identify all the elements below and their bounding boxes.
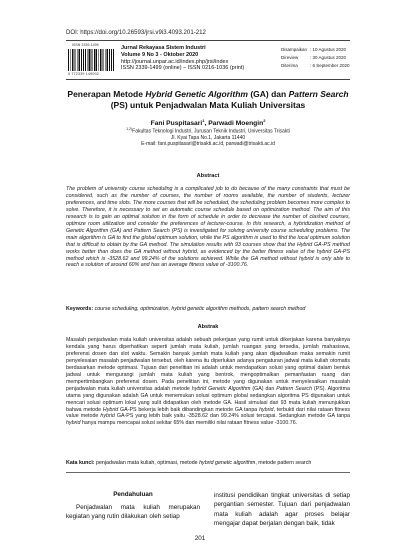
title-text: Penerapan Metode <box>67 89 146 99</box>
issn-badge-bottom: 9 772339 149002 <box>68 71 99 76</box>
page-number: 201 <box>194 535 206 542</box>
abstrak-text: Masalah penjadwalan mata kuliah universitas adalah sebuah pekerjaan yang rumit untuk dikerjakan karena banyaknya kendala yang harus diperhatikan seperti jumlah mata kuliah, jumlah ruangan yang tersedia, jumlah mahasiswa, preferensi dosen dan slot waktu. Semakin banyak jumlah mata kuliah yang akan dijadwalkan maka semakin rumit penyelesaian masalah penjadwalan tersebut, oleh karena itu diperlukan adanya pengaturan jadwal mata kuliah otomatis berdasarkan metode optimasi. Tujuan dari penelitian ini adalah untuk mendapatkan solusi yang optimal dalam bentuk jadwal untuk mengurangi jumlah mata kuliah yang bentrok, mengoptimalkan pemanfaatan ruang dan mempertimbangkan preferensi dosen. Pada penelitian ini, metode yang digunakan untuk menyelesaikan masalah penjadwalan mata kuliah universitas adalah metode <box>66 337 350 392</box>
affiliation-text: Fakultas Teknologi Industri, Jurusan Teknik Industri, Universitas Trisakti <box>132 128 290 135</box>
keywords-text: course scheduling, optimization, hybrid genetic algorithm methods, pattern search method <box>93 306 306 312</box>
abstrak-italic: hybrid <box>259 406 274 413</box>
abstrak-italic: hybrid Genetic Algorithm <box>191 385 251 392</box>
barcode-icon <box>68 49 115 71</box>
doi-line[interactable]: DOI: https://doi.org/10.26593/jrsi.v9i3.4093.201-212 <box>66 29 206 36</box>
date-value: : 6 September 2020 <box>310 63 350 69</box>
abstrak-text: , terbukti dari nilai rataan fitness value metode <box>66 406 350 420</box>
title-italic: Pattern Search <box>288 89 349 99</box>
title-italic: Hybrid Genetic Algorithm <box>145 89 248 99</box>
date-value: : 10 Agustus 2020 <box>310 47 347 52</box>
abstrak-text: (PS). Algoritma utama yang digunakan adalah GA untuk menemukan solusi optimum global sedangkan algoritma PS digunakan untuk mencari solusi optimum lokal yang sulit didapatkan oleh metode GA. Hasil simulasi dari 93 mata kuliah menunjukkan bahwa metode <box>66 385 350 413</box>
body-paragraph: Penjadwalan mata kuliah merupakan kegiatan yang rutin dilakukan oleh setiap <box>66 504 200 521</box>
author-name: Fani Puspitasari <box>150 120 203 128</box>
abstrak-italic: hybrid <box>66 420 81 427</box>
date-label: Diterima <box>281 63 298 69</box>
author-sup: 1 <box>202 118 205 123</box>
kata-kunci-text: penjadwalan mata kuliah, optimasi, metode <box>94 460 200 466</box>
affiliation-line <box>66 126 350 135</box>
affiliation-address: Jl. Kyai Tapa No.1, Jakarta 11440 <box>170 134 246 141</box>
date-row <box>281 47 350 53</box>
abstrak-text: hanya mampu mencapai solusi sekitar 65% dan memiliki nilai rataan fitness value -3100.76. <box>80 420 298 427</box>
abstrak-text: GA-PS yang lebih baik yaitu -3528.62 dan 99.24% solusi tercapai. Sedangkan metode GA tanpa <box>114 413 351 420</box>
section-heading-pendahuluan: Pendahuluan <box>113 491 153 498</box>
section-divider <box>66 472 350 473</box>
author-name: Parwadi Moengin <box>208 120 264 128</box>
date-row <box>281 55 350 61</box>
title-text: (PS) untuk Penjadwalan Mata Kuliah Universitas <box>110 99 306 110</box>
abstract-heading: Abstract <box>196 173 220 179</box>
journal-issn: ISSN 2339-1499 (online) – ISSN 0216-1036 (print) <box>121 65 245 72</box>
submission-dates <box>279 45 352 71</box>
abstract-english: The problem of university course scheduling is a complicated job to do because of the many constraints that must be considered, such as the number of courses, the number of rooms available, the number of students, lecturer preferences, and time slots. The more courses that will be scheduled, the scheduling problem becomes more complex to solve. Therefore, it is necessary to set an automatic course schedule based on optimization method. The aim of this research is to gain an optimal solution in the form of schedule in order to decrease the number of clashed courses, optimize room utilization and consider the preferences of lecturer-course. In this research, a hybridization method of Genetic Algorithm (GA) and Pattern Search (PS) is investigated for solving university course scheduling problems. The main algorithm is GA to find the global optimum solution, while the PS algorithm is used to find the local optimum solution that is difficult to obtain by the GA method. The simulation results with 93 courses show that the Hybrid GA-PS method works better than does the GA method without hybrid, as evidenced by the better fitness value of the hybrid GA-PS method which is -3528.62 and 99.24% of the solutions achieved. While the GA method without hybrid is only able to reach a solution of around 60% and has an average fitness value of -3100.76. <box>66 186 350 269</box>
date-label: Direview <box>281 55 299 61</box>
abstract-indonesian <box>66 337 350 427</box>
issn-badge-top: ISSN 2339-1499 <box>72 43 99 47</box>
abstrak-heading: Abstrak <box>197 324 219 330</box>
body-right-column: institusi pendidikan tingkat universitas di setiap pergantian semester. Tujuan dari penjadwalan mata kuliah adalah agar proses belajar mengajar dapat berjalan dengan baik, tidak <box>214 492 350 527</box>
date-label: Disampaikan <box>281 47 308 52</box>
author-sup: 2 <box>263 118 266 123</box>
keywords-english <box>66 306 350 313</box>
kata-kunci-italic: hybrid genetic algorithm <box>199 460 256 466</box>
abstrak-text: GA-PS bekerja lebih baik dibandingkan metode GA tanpa <box>118 406 260 413</box>
body-left-column <box>66 491 200 522</box>
affiliation-email[interactable]: E-mail: fani.puspitasari@trisakti.ac.id, parwadi@trisakti.ac.id <box>141 141 275 148</box>
journal-volume: Volume 9 No 3 - Oktober 2020 <box>121 51 199 58</box>
abstrak-italic: Pattern Search <box>276 385 313 392</box>
kata-kunci-text: , metode pattern search <box>255 460 312 466</box>
journal-info <box>121 45 244 72</box>
author-sep: , <box>204 120 209 128</box>
date-row <box>281 63 350 69</box>
issn-barcode-badge <box>68 43 115 76</box>
paper-title <box>66 89 350 110</box>
date-value: : 30 Agustus 2020 <box>310 55 347 61</box>
abstrak-text: (GA) dan <box>250 385 277 392</box>
journal-name: Jurnal Rekayasa Sistem Industri <box>121 45 206 51</box>
kata-kunci-label: Kata kunci: <box>66 460 95 466</box>
keywords-label: Keywords: <box>66 306 94 312</box>
header-bottom-rule <box>66 79 350 80</box>
affiliation-sup: 1,2) <box>126 127 133 131</box>
journal-url[interactable]: http://journal.unpar.ac.id/index.php/jrsi/index <box>121 58 229 65</box>
abstrak-italic: Hybrid <box>102 406 119 413</box>
affiliation <box>66 126 350 148</box>
abstrak-italic: hybrid <box>100 413 115 420</box>
keywords-indonesian <box>66 460 350 467</box>
header-top-rule <box>66 40 350 41</box>
title-text: (GA) dan <box>247 89 289 99</box>
